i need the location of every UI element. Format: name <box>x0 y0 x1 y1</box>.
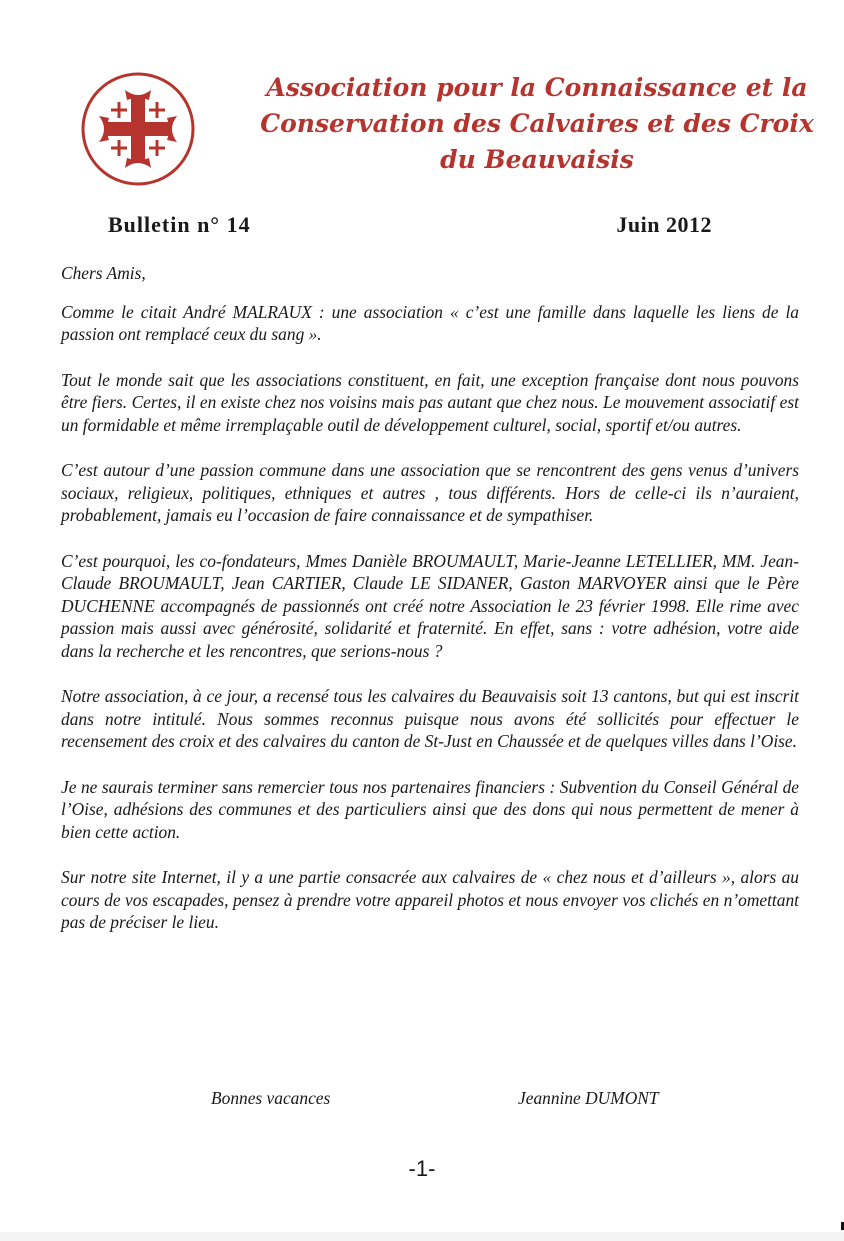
letter-paragraph: Notre association, à ce jour, a recensé tous les calvaires du Beauvaisis soit 13 cantons, but qui est inscrit dans notre intitulé. Nous sommes reconnus puisque nous avons été sollicités pour effectuer le recensement des croix et des calvaires du canton de St-Just en Chaussée et de quelques villes dans l’Oise. <box>61 686 799 751</box>
letter-paragraph: Je ne saurais terminer sans remercier tous nos partenaires financiers : Subvention du Conseil Général de l’Oise, adhésions des communes et des particuliers ainsi que des dons qui nous permettent de mener à bien cette action. <box>61 776 799 842</box>
letter-body <box>61 262 799 957</box>
letter-greeting: Chers Amis, <box>61 263 146 283</box>
letter-paragraph: Tout le monde sait que les associations constituent, en fait, une exception française dont nous pouvons être fiers. Certes, il en existe chez nos voisins mais pas autant que chez nous. Le mouvement associatif est un formidable et même irremplaçable outil de développement culturel, social, sportif et/ou autres. <box>61 369 799 435</box>
title-line-1: Association pour la Connaissance et la <box>266 73 808 102</box>
bulletin-date: Juin 2012 <box>616 212 712 237</box>
letter-paragraph: Comme le citait André MALRAUX : une association « c’est une famille dans laquelle les liens de la passion ont remplacé ceux du sang ». <box>61 301 799 344</box>
bulletin-number: Bulletin n° 14 <box>108 212 251 237</box>
closing-text: Bonnes vacances <box>211 1088 331 1108</box>
letter-paragraph: C’est pourquoi, les co-fondateurs, Mmes Danièle BROUMAULT, Marie-Jeanne LETELLIER, MM. Jean-Claude BROUMAULT, Jean CARTIER, Claude LE SIDANER, Gaston MARVOYER ainsi que le Père DUCHENNE accompagnés de passionnés ont créé notre Association le 23 février 1998. Elle rime avec passion mais aussi avec générosité, solidarité et fraternité. En effet, sans : votre adhésion, votre aide dans la recherche et les rencontres, que serions-nous ? <box>61 550 799 661</box>
page-number: -1- <box>408 1156 436 1181</box>
organization-title <box>240 70 834 178</box>
letter-paragraph: Sur notre site Internet, il y a une partie consacrée aux calvaires de « chez nous et d’ailleurs », alors au cours de vos escapades, pensez à prendre votre appareil photos et nous envoyer vos clichés en n’omettant pas de préciser le lieu. <box>61 867 799 932</box>
letter-paragraph: C’est autour d’une passion commune dans une association que se rencontrent des gens venus d’univers sociaux, religieux, politiques, ethniques et autres , tous différents. Hors de celle-ci ils n’auraient, probablement, jamais eu l’occasion de faire connaissance et de sympathiser. <box>61 460 799 525</box>
jerusalem-cross-icon <box>79 70 197 188</box>
title-line-3: du Beauvaisis <box>440 145 634 174</box>
signature-name: Jeannine DUMONT <box>518 1088 659 1108</box>
title-line-2: Conservation des Calvaires et des Croix <box>260 109 814 138</box>
scan-edge <box>0 1232 844 1241</box>
